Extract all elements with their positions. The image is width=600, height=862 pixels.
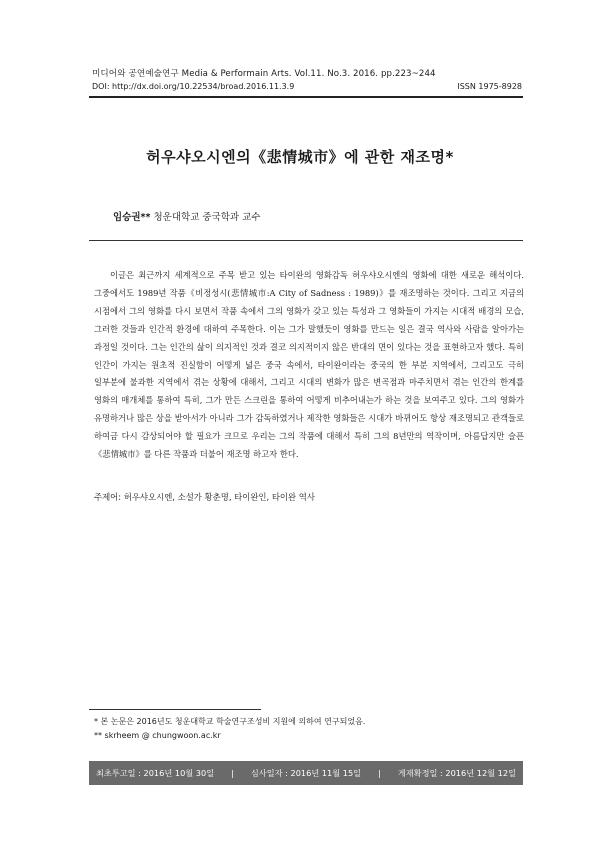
journal-citation: 미디어와 공연예술연구 Media & Performain Arts. Vol.11. No.3. 2016. pp.223~244 bbox=[92, 69, 436, 79]
footnote-email: ** skrheem @ chungwoon.ac.kr bbox=[94, 731, 221, 740]
author-line bbox=[113, 209, 261, 223]
paper-title: 허우샤오시엔의《悲情城市》에 관한 재조명* bbox=[146, 148, 454, 166]
date-submitted: 최초투고일 : 2016년 10월 30일 bbox=[96, 767, 215, 778]
date-accepted: 게재확정일 : 2016년 12월 12일 bbox=[397, 767, 516, 778]
date-separator: | bbox=[231, 768, 234, 778]
submission-dates-bar bbox=[89, 761, 523, 785]
issn: ISSN 1975-8928 bbox=[457, 82, 522, 91]
date-reviewed: 심사일자 : 2016년 11월 15일 bbox=[250, 767, 362, 778]
abstract: 이글은 최근까지 세계적으로 주목 받고 있는 타이완의 영화감독 허우샤오시엔의 영화에 대한 새로운 해석이다. 그중에서도 1989년 작품《비정성시(悲情城市:A City of Sadness : 1989)》를 재조명하는 것이다. 그리고 지금의 시점에서 그의 영화를 다시 보면서 작품 속에서 그의 영화가 갖고 있는 특성과 그 영화들이 가지는 시대적 배경의 모습, 그러한 것들과 인간적 환경에 대하여 주목한다. 이는 그가 말했듯이 영화를 만드는 일은 결국 역사와 사람을 알아가는 과정일 것이다. 그는 인간의 삶이 의지적인 것과 결코 의지적이지 않은 반대의 면이 있다는 것을 표현하고자 했다. 특히 인간이 가지는 원초적 진실함이 어떻게 넓은 중국 속에서, 타이완이라는 중국의 한 부분 지역에서, 그리고도 극히 일부분에 불과한 지역에서 겪는 상황에 대해서, 그리고 시대의 변화가 많은 변곡점과 마주치면서 겪는 인간의 한계를 영화의 매개체를 통하여 특히, 그가 만든 스크린을 통하여 어떻게 비추어내는가 하는 것을 보여주고 있다. 그의 영화가 유명하거나 많은 상을 받아서가 아니라 그가 감독하였거나 제작한 영화들은 시대가 바뀌어도 항상 재조명되고 관객들로 하여금 다시 감상되어야 할 필요가 크므로 우리는 그의 작품에 대해서 특히 그의 8년만의 역작이며, 아름답지만 슬픈《悲情城市》를 다른 작품과 더불어 재조명 하고자 한다. bbox=[94, 270, 524, 460]
keywords: 주제어: 허우샤오시엔, 소설가 황춘명, 타이완인, 타이완 역사 bbox=[94, 492, 315, 502]
doi-link[interactable]: DOI: http://dx.doi.org/10.22534/broad.2016.11.3.9 bbox=[92, 82, 295, 91]
date-separator: | bbox=[378, 768, 381, 778]
doi-row bbox=[92, 82, 522, 91]
title-rule bbox=[89, 240, 523, 241]
author-name: 임승권** bbox=[113, 212, 151, 223]
header-rule bbox=[89, 96, 523, 98]
footnote-rule bbox=[89, 709, 261, 710]
footnote-funding: * 본 논문은 2016년도 청운대학교 학술연구조성비 지원에 의하여 연구되었음. bbox=[94, 717, 366, 726]
author-affiliation: 청운대학교 중국학과 교수 bbox=[153, 212, 261, 223]
